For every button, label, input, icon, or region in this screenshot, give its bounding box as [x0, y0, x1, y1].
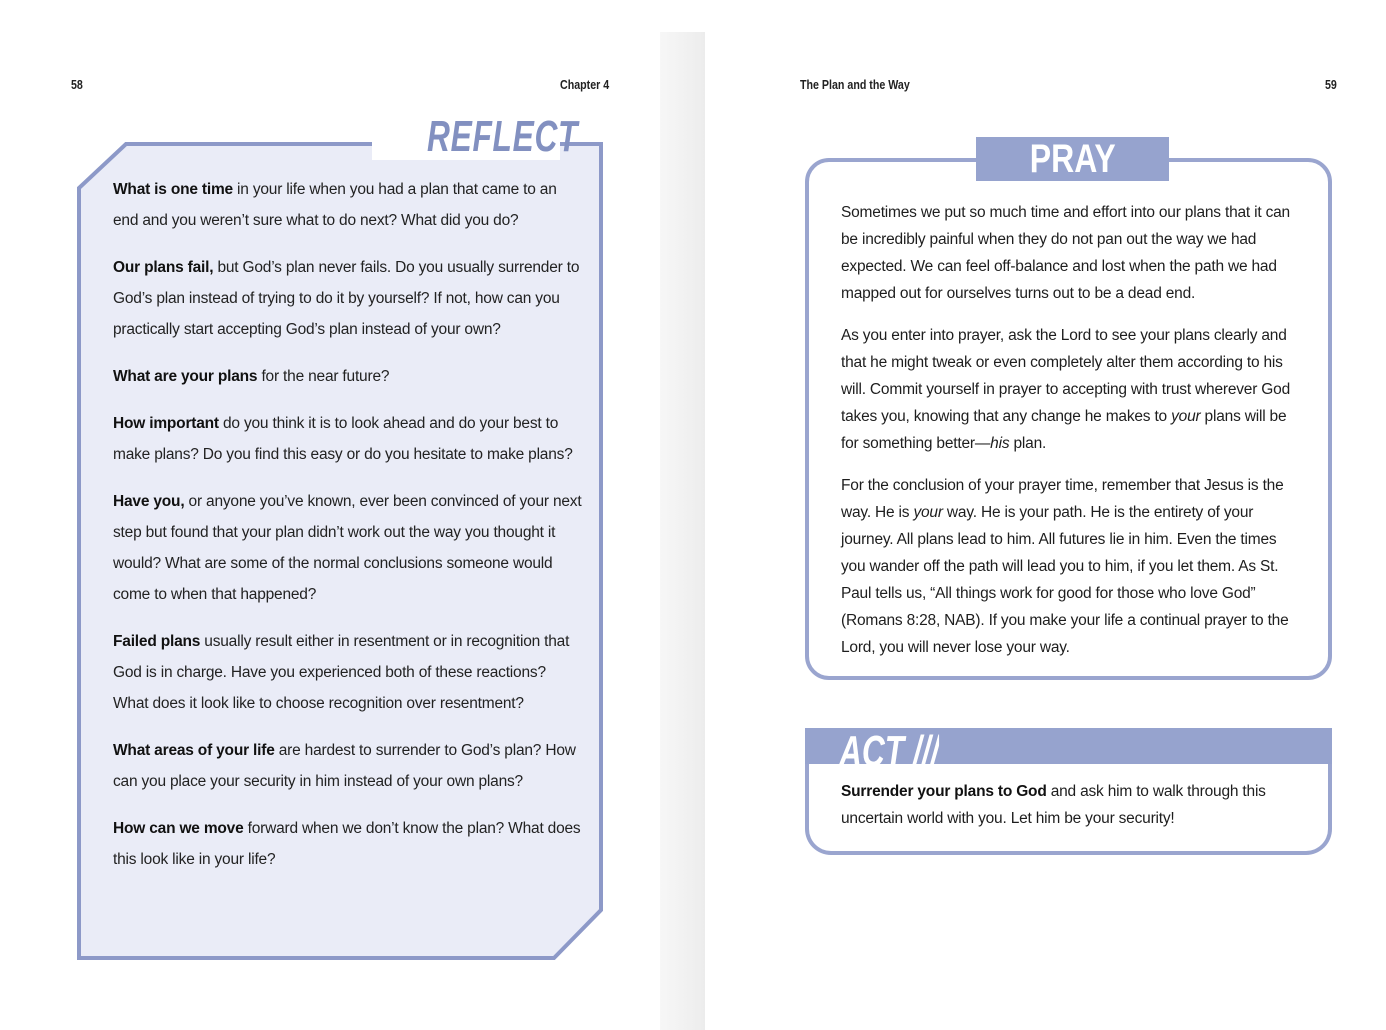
- pray-paragraph: For the conclusion of your prayer time, remember that Jesus is the way. He is your way. He is your path. He is the entirety of your journey. All plans lead to him. All futures lie in him. Even the times you wander off the path will lead you to him, if you let them. As St. Paul tells us, “All things work for good for those who love God” (Romans 8:28, NAB). If you make your life a continual prayer to the Lord, you will never lose your way.: [841, 477, 1289, 656]
- act-paragraph: Surrender your plans to God and ask him to walk through this uncertain world with you. Let him be your security!: [841, 783, 1266, 827]
- reflect-question: Failed plans usually result either in resentment or in recognition that God is in charge. Have you experienced both of these reactions? What does it look like to choose recognition over resentment?: [113, 633, 570, 712]
- pray-paragraph: Sometimes we put so much time and effort into our plans that it can be incredibly painful when they do not pan out the way we had expected. We can feel off-balance and lost when the path we had mapped out for ourselves turns out to be a dead end.: [841, 204, 1290, 302]
- reflect-question: What are your plans for the near future?: [113, 368, 390, 385]
- reflect-question: What areas of your life are hardest to surrender to God’s plan? How can you place your security in him instead of your own plans?: [113, 742, 576, 790]
- reflect-question: Have you, or anyone you’ve known, ever been convinced of your next step but found that your plan didn’t work out the way you thought it would? What are some of the normal conclusions someone would come to when that happened?: [113, 493, 582, 603]
- page-number-left: 58: [71, 77, 83, 92]
- page-number-right: 59: [1325, 77, 1337, 92]
- pray-paragraph: As you enter into prayer, ask the Lord to see your plans clearly and that he might tweak or even completely alter them according to his will. Commit yourself in prayer to accepting with trust wherever God takes you, knowing that any change he makes to your plans will be for something better—his plan.: [841, 327, 1290, 452]
- reflect-title: REFLECT: [427, 112, 579, 161]
- reflect-question: How can we move forward when we don’t know the plan? What does this look like in your life?: [113, 820, 581, 868]
- running-head-title: The Plan and the Way: [800, 77, 910, 92]
- left-page: [0, 0, 660, 1030]
- act-body: [841, 778, 1301, 832]
- act-title: ACT ///: [839, 732, 940, 766]
- pray-section: [805, 135, 1333, 681]
- act-section: [805, 728, 1333, 856]
- reflect-questions: [113, 174, 583, 891]
- running-head-chapter: Chapter 4: [560, 77, 610, 92]
- pray-title: PRAY: [1029, 137, 1116, 181]
- reflect-question: How important do you think it is to look ahead and do your best to make plans? Do you find this easy or do you hesitate to make plans?: [113, 415, 573, 463]
- pray-body: [841, 199, 1301, 676]
- reflect-question: What is one time in your life when you had a plan that came to an end and you weren’t sure what to do next? What did you do?: [113, 181, 557, 229]
- pray-title-tab: [976, 137, 1169, 181]
- reflect-question: Our plans fail, but God’s plan never fails. Do you usually surrender to God’s plan instead of trying to do it by yourself? If not, how can you practically start accepting God’s plan instead of your own?: [113, 259, 580, 338]
- reflect-section: [76, 112, 606, 964]
